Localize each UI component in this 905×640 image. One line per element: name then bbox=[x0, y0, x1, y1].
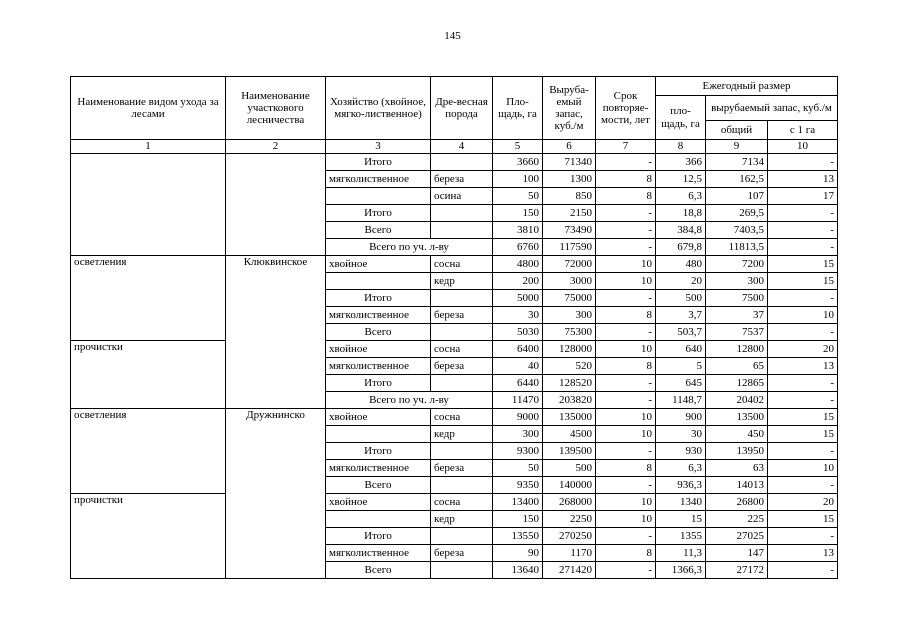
a-perha-cell: 13 bbox=[768, 358, 838, 375]
a-perha-cell: 13 bbox=[768, 545, 838, 562]
col-number: 10 bbox=[768, 140, 838, 154]
a-total-cell: 107 bbox=[706, 188, 768, 205]
a-area-cell: 3,7 bbox=[656, 307, 706, 324]
species-cell: сосна bbox=[431, 494, 493, 511]
period-cell: - bbox=[596, 477, 656, 494]
a-total-cell: 7200 bbox=[706, 256, 768, 273]
a-perha-cell: 10 bbox=[768, 307, 838, 324]
area-cell: 40 bbox=[493, 358, 543, 375]
forestry-cell: Клюквинское bbox=[226, 256, 326, 409]
species-cell bbox=[431, 324, 493, 341]
period-cell: 8 bbox=[596, 171, 656, 188]
area-cell: 13400 bbox=[493, 494, 543, 511]
table-row bbox=[71, 154, 838, 171]
a-perha-cell: - bbox=[768, 528, 838, 545]
a-perha-cell: 20 bbox=[768, 494, 838, 511]
stock-cell: 72000 bbox=[543, 256, 596, 273]
area-cell: 13550 bbox=[493, 528, 543, 545]
a-total-cell: 300 bbox=[706, 273, 768, 290]
header-forestry: Наименование участкового лесничества bbox=[226, 77, 326, 140]
a-area-cell: 930 bbox=[656, 443, 706, 460]
a-perha-cell: 10 bbox=[768, 460, 838, 477]
area-cell: 6400 bbox=[493, 341, 543, 358]
a-area-cell: 18,8 bbox=[656, 205, 706, 222]
a-perha-cell: - bbox=[768, 324, 838, 341]
a-total-cell: 225 bbox=[706, 511, 768, 528]
header-stock: Выруба-емый запас, куб./м bbox=[543, 77, 596, 140]
a-area-cell: 1148,7 bbox=[656, 392, 706, 409]
a-perha-cell: 13 bbox=[768, 171, 838, 188]
stock-cell: 128000 bbox=[543, 341, 596, 358]
area-cell: 9000 bbox=[493, 409, 543, 426]
a-perha-cell: 17 bbox=[768, 188, 838, 205]
a-perha-cell: - bbox=[768, 375, 838, 392]
a-area-cell: 500 bbox=[656, 290, 706, 307]
table-row bbox=[71, 409, 838, 426]
period-cell: - bbox=[596, 154, 656, 171]
a-area-cell: 30 bbox=[656, 426, 706, 443]
stock-cell: 135000 bbox=[543, 409, 596, 426]
stock-cell: 850 bbox=[543, 188, 596, 205]
economy-cell: хвойное bbox=[326, 494, 431, 511]
period-cell: - bbox=[596, 392, 656, 409]
species-cell: береза bbox=[431, 171, 493, 188]
period-cell: 8 bbox=[596, 188, 656, 205]
period-cell: - bbox=[596, 562, 656, 579]
a-area-cell: 503,7 bbox=[656, 324, 706, 341]
a-perha-cell: - bbox=[768, 443, 838, 460]
economy-cell: Итого bbox=[326, 443, 431, 460]
header-total: общий bbox=[706, 121, 768, 140]
forest-care-table bbox=[70, 76, 838, 579]
a-total-cell: 14013 bbox=[706, 477, 768, 494]
species-cell bbox=[431, 528, 493, 545]
a-total-cell: 7537 bbox=[706, 324, 768, 341]
species-cell: береза bbox=[431, 460, 493, 477]
header-cut-stock: вырубаемый запас, куб./м bbox=[706, 96, 838, 121]
a-perha-cell: - bbox=[768, 477, 838, 494]
care-type-cell: осветления bbox=[71, 409, 226, 494]
economy-cell: Всего bbox=[326, 222, 431, 239]
header-annual: Ежегодный размер bbox=[656, 77, 838, 96]
table-row bbox=[71, 341, 838, 358]
economy-cell: Итого bbox=[326, 154, 431, 171]
a-total-cell: 147 bbox=[706, 545, 768, 562]
a-area-cell: 1366,3 bbox=[656, 562, 706, 579]
period-cell: - bbox=[596, 290, 656, 307]
a-area-cell: 645 bbox=[656, 375, 706, 392]
a-total-cell: 12865 bbox=[706, 375, 768, 392]
species-cell: кедр bbox=[431, 511, 493, 528]
a-total-cell: 7500 bbox=[706, 290, 768, 307]
a-area-cell: 6,3 bbox=[656, 460, 706, 477]
a-perha-cell: 15 bbox=[768, 273, 838, 290]
a-total-cell: 7403,5 bbox=[706, 222, 768, 239]
species-cell bbox=[431, 154, 493, 171]
area-cell: 9350 bbox=[493, 477, 543, 494]
area-cell: 9300 bbox=[493, 443, 543, 460]
period-cell: 8 bbox=[596, 545, 656, 562]
header-annual-area: пло-щадь, га bbox=[656, 96, 706, 140]
a-area-cell: 1355 bbox=[656, 528, 706, 545]
a-total-cell: 27172 bbox=[706, 562, 768, 579]
header-care-type: Наименование видом ухода за лесами bbox=[71, 77, 226, 140]
care-type-cell bbox=[71, 154, 226, 256]
col-number: 5 bbox=[493, 140, 543, 154]
a-total-cell: 27025 bbox=[706, 528, 768, 545]
col-number: 1 bbox=[71, 140, 226, 154]
area-cell: 150 bbox=[493, 511, 543, 528]
a-total-cell: 20402 bbox=[706, 392, 768, 409]
stock-cell: 270250 bbox=[543, 528, 596, 545]
a-perha-cell: 15 bbox=[768, 426, 838, 443]
forestry-cell: Дружнинско bbox=[226, 409, 326, 579]
economy-cell bbox=[326, 188, 431, 205]
header-species: Дре-весная порода bbox=[431, 77, 493, 140]
stock-cell: 1170 bbox=[543, 545, 596, 562]
a-total-cell: 450 bbox=[706, 426, 768, 443]
header-area: Пло-щадь, га bbox=[493, 77, 543, 140]
stock-cell: 1300 bbox=[543, 171, 596, 188]
economy-cell: хвойное bbox=[326, 409, 431, 426]
a-perha-cell: - bbox=[768, 290, 838, 307]
a-total-cell: 13500 bbox=[706, 409, 768, 426]
stock-cell: 203820 bbox=[543, 392, 596, 409]
care-type-cell: осветления bbox=[71, 256, 226, 341]
stock-cell: 2250 bbox=[543, 511, 596, 528]
area-cell: 30 bbox=[493, 307, 543, 324]
period-cell: 8 bbox=[596, 460, 656, 477]
a-total-cell: 11813,5 bbox=[706, 239, 768, 256]
species-cell bbox=[431, 477, 493, 494]
economy-cell: Всего по уч. л-ву bbox=[326, 392, 493, 409]
area-cell: 5030 bbox=[493, 324, 543, 341]
economy-cell bbox=[326, 273, 431, 290]
a-total-cell: 37 bbox=[706, 307, 768, 324]
species-cell bbox=[431, 375, 493, 392]
area-cell: 50 bbox=[493, 188, 543, 205]
species-cell bbox=[431, 290, 493, 307]
header-per-ha: с 1 га bbox=[768, 121, 838, 140]
species-cell: сосна bbox=[431, 409, 493, 426]
area-cell: 6760 bbox=[493, 239, 543, 256]
a-perha-cell: - bbox=[768, 392, 838, 409]
a-area-cell: 5 bbox=[656, 358, 706, 375]
species-cell bbox=[431, 443, 493, 460]
stock-cell: 75300 bbox=[543, 324, 596, 341]
economy-cell bbox=[326, 511, 431, 528]
economy-cell: Всего bbox=[326, 477, 431, 494]
area-cell: 13640 bbox=[493, 562, 543, 579]
species-cell: кедр bbox=[431, 426, 493, 443]
care-type-cell: прочистки bbox=[71, 494, 226, 579]
area-cell: 150 bbox=[493, 205, 543, 222]
col-number: 2 bbox=[226, 140, 326, 154]
period-cell: 10 bbox=[596, 256, 656, 273]
stock-cell: 139500 bbox=[543, 443, 596, 460]
stock-cell: 2150 bbox=[543, 205, 596, 222]
a-area-cell: 366 bbox=[656, 154, 706, 171]
period-cell: 10 bbox=[596, 341, 656, 358]
economy-cell: мягколиственное bbox=[326, 545, 431, 562]
economy-cell: Итого bbox=[326, 528, 431, 545]
period-cell: 8 bbox=[596, 307, 656, 324]
a-perha-cell: - bbox=[768, 239, 838, 256]
a-total-cell: 269,5 bbox=[706, 205, 768, 222]
a-area-cell: 640 bbox=[656, 341, 706, 358]
a-area-cell: 6,3 bbox=[656, 188, 706, 205]
a-perha-cell: - bbox=[768, 222, 838, 239]
a-area-cell: 936,3 bbox=[656, 477, 706, 494]
stock-cell: 271420 bbox=[543, 562, 596, 579]
area-cell: 3810 bbox=[493, 222, 543, 239]
column-number-row bbox=[71, 140, 838, 154]
stock-cell: 140000 bbox=[543, 477, 596, 494]
header-economy: Хозяйство (хвойное, мягко-лиственное) bbox=[326, 77, 431, 140]
a-total-cell: 26800 bbox=[706, 494, 768, 511]
a-total-cell: 7134 bbox=[706, 154, 768, 171]
a-perha-cell: - bbox=[768, 562, 838, 579]
economy-cell: Итого bbox=[326, 375, 431, 392]
species-cell bbox=[431, 205, 493, 222]
col-number: 6 bbox=[543, 140, 596, 154]
a-perha-cell: 20 bbox=[768, 341, 838, 358]
period-cell: - bbox=[596, 239, 656, 256]
a-area-cell: 15 bbox=[656, 511, 706, 528]
stock-cell: 520 bbox=[543, 358, 596, 375]
col-number: 9 bbox=[706, 140, 768, 154]
stock-cell: 500 bbox=[543, 460, 596, 477]
stock-cell: 268000 bbox=[543, 494, 596, 511]
a-total-cell: 63 bbox=[706, 460, 768, 477]
a-total-cell: 162,5 bbox=[706, 171, 768, 188]
a-total-cell: 65 bbox=[706, 358, 768, 375]
period-cell: - bbox=[596, 375, 656, 392]
stock-cell: 75000 bbox=[543, 290, 596, 307]
period-cell: - bbox=[596, 443, 656, 460]
period-cell: - bbox=[596, 324, 656, 341]
table-row bbox=[71, 494, 838, 511]
economy-cell: мягколиственное bbox=[326, 171, 431, 188]
economy-cell: Всего bbox=[326, 562, 431, 579]
period-cell: 10 bbox=[596, 511, 656, 528]
period-cell: - bbox=[596, 205, 656, 222]
a-area-cell: 384,8 bbox=[656, 222, 706, 239]
area-cell: 3660 bbox=[493, 154, 543, 171]
economy-cell: Всего по уч. л-ву bbox=[326, 239, 493, 256]
economy-cell: Всего bbox=[326, 324, 431, 341]
header-period: Срок повторяе-мости, лет bbox=[596, 77, 656, 140]
species-cell: сосна bbox=[431, 256, 493, 273]
forestry-cell bbox=[226, 154, 326, 256]
a-area-cell: 12,5 bbox=[656, 171, 706, 188]
species-cell: береза bbox=[431, 307, 493, 324]
a-perha-cell: - bbox=[768, 154, 838, 171]
economy-cell: мягколиственное bbox=[326, 358, 431, 375]
species-cell: кедр bbox=[431, 273, 493, 290]
a-area-cell: 20 bbox=[656, 273, 706, 290]
col-number: 8 bbox=[656, 140, 706, 154]
a-area-cell: 11,3 bbox=[656, 545, 706, 562]
period-cell: - bbox=[596, 528, 656, 545]
economy-cell: мягколиственное bbox=[326, 460, 431, 477]
area-cell: 90 bbox=[493, 545, 543, 562]
a-perha-cell: - bbox=[768, 205, 838, 222]
a-area-cell: 679,8 bbox=[656, 239, 706, 256]
economy-cell: мягколиственное bbox=[326, 307, 431, 324]
stock-cell: 4500 bbox=[543, 426, 596, 443]
period-cell: 8 bbox=[596, 358, 656, 375]
a-area-cell: 480 bbox=[656, 256, 706, 273]
col-number: 4 bbox=[431, 140, 493, 154]
a-area-cell: 900 bbox=[656, 409, 706, 426]
period-cell: 10 bbox=[596, 409, 656, 426]
period-cell: - bbox=[596, 222, 656, 239]
species-cell bbox=[431, 562, 493, 579]
page-number: 145 bbox=[444, 30, 461, 42]
economy-cell: Итого bbox=[326, 205, 431, 222]
a-total-cell: 12800 bbox=[706, 341, 768, 358]
species-cell: осина bbox=[431, 188, 493, 205]
area-cell: 100 bbox=[493, 171, 543, 188]
a-perha-cell: 15 bbox=[768, 409, 838, 426]
col-number: 3 bbox=[326, 140, 431, 154]
a-perha-cell: 15 bbox=[768, 511, 838, 528]
care-type-cell: прочистки bbox=[71, 341, 226, 409]
period-cell: 10 bbox=[596, 494, 656, 511]
species-cell: сосна bbox=[431, 341, 493, 358]
stock-cell: 71340 bbox=[543, 154, 596, 171]
area-cell: 5000 bbox=[493, 290, 543, 307]
area-cell: 50 bbox=[493, 460, 543, 477]
species-cell bbox=[431, 222, 493, 239]
col-number: 7 bbox=[596, 140, 656, 154]
area-cell: 200 bbox=[493, 273, 543, 290]
table-row bbox=[71, 256, 838, 273]
area-cell: 11470 bbox=[493, 392, 543, 409]
stock-cell: 128520 bbox=[543, 375, 596, 392]
a-total-cell: 13950 bbox=[706, 443, 768, 460]
area-cell: 300 bbox=[493, 426, 543, 443]
stock-cell: 117590 bbox=[543, 239, 596, 256]
stock-cell: 3000 bbox=[543, 273, 596, 290]
stock-cell: 300 bbox=[543, 307, 596, 324]
a-perha-cell: 15 bbox=[768, 256, 838, 273]
period-cell: 10 bbox=[596, 273, 656, 290]
area-cell: 6440 bbox=[493, 375, 543, 392]
economy-cell: хвойное bbox=[326, 341, 431, 358]
economy-cell: хвойное bbox=[326, 256, 431, 273]
area-cell: 4800 bbox=[493, 256, 543, 273]
period-cell: 10 bbox=[596, 426, 656, 443]
species-cell: береза bbox=[431, 545, 493, 562]
economy-cell bbox=[326, 426, 431, 443]
stock-cell: 73490 bbox=[543, 222, 596, 239]
a-area-cell: 1340 bbox=[656, 494, 706, 511]
economy-cell: Итого bbox=[326, 290, 431, 307]
species-cell: береза bbox=[431, 358, 493, 375]
